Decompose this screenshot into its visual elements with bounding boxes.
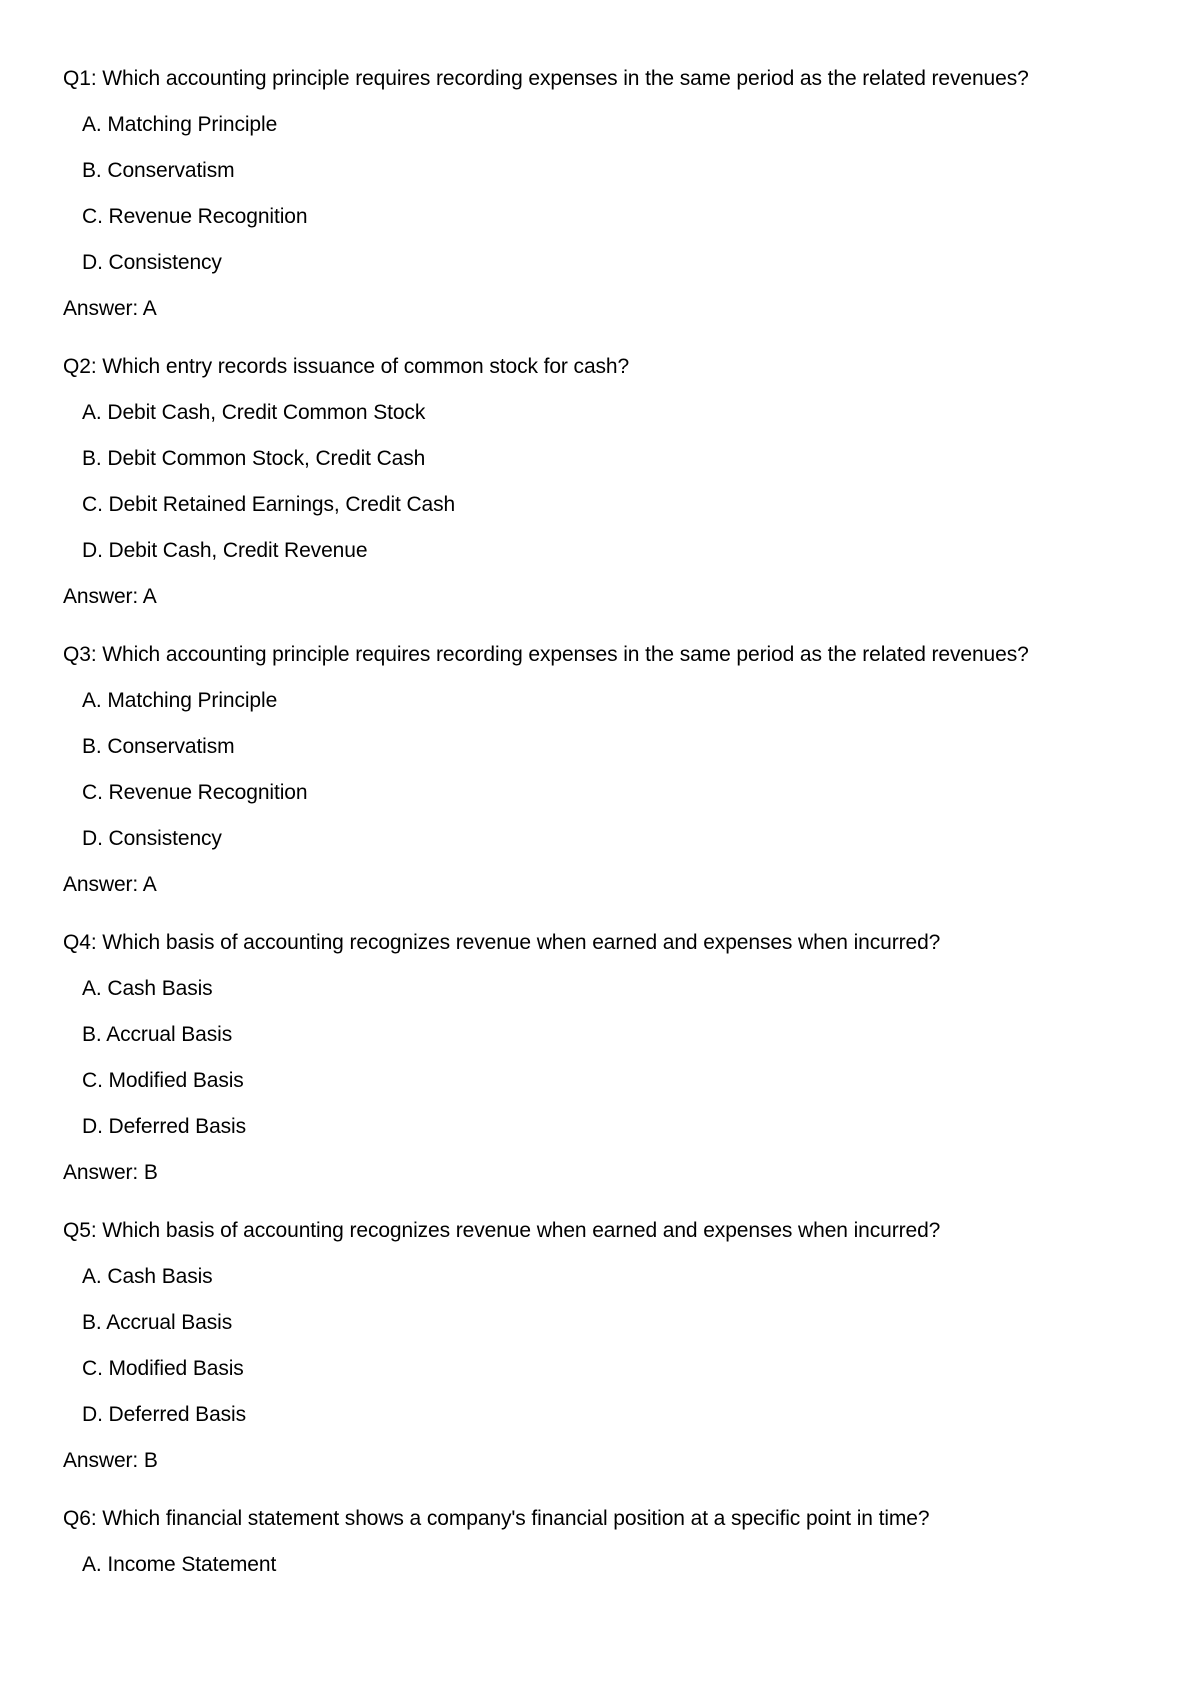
question-2-option-d: D. Debit Cash, Credit Revenue: [82, 539, 368, 562]
question-5-option-a: A. Cash Basis: [82, 1265, 213, 1288]
question-4-option-d: D. Deferred Basis: [82, 1115, 247, 1138]
question-3-answer: Answer: A: [63, 873, 157, 896]
question-5-text: Q5: Which basis of accounting recognizes revenue when earned and expenses when incurred?: [63, 1219, 941, 1242]
question-4-option-a: A. Cash Basis: [82, 977, 213, 1000]
question-3-option-d: D. Consistency: [82, 827, 222, 850]
question-4-text: Q4: Which basis of accounting recognizes revenue when earned and expenses when incurred?: [63, 931, 941, 954]
question-2-answer: Answer: A: [63, 585, 157, 608]
question-3-option-c: C. Revenue Recognition: [82, 781, 308, 804]
question-1-option-d: D. Consistency: [82, 251, 222, 274]
question-6-option-a: A. Income Statement: [82, 1553, 277, 1576]
question-4-answer: Answer: B: [63, 1161, 158, 1184]
question-2-option-a: A. Debit Cash, Credit Common Stock: [82, 401, 426, 424]
question-6-text: Q6: Which financial statement shows a company's financial position at a specific point in time?: [63, 1507, 930, 1530]
question-2-option-b: B. Debit Common Stock, Credit Cash: [82, 447, 426, 470]
question-1-answer: Answer: A: [63, 297, 157, 320]
question-5-option-b: B. Accrual Basis: [82, 1311, 233, 1334]
question-2-text: Q2: Which entry records issuance of common stock for cash?: [63, 355, 630, 378]
question-2-option-c: C. Debit Retained Earnings, Credit Cash: [82, 493, 456, 516]
question-4-option-c: C. Modified Basis: [82, 1069, 244, 1092]
question-5-option-c: C. Modified Basis: [82, 1357, 244, 1380]
question-1-option-a: A. Matching Principle: [82, 113, 278, 136]
question-3-option-b: B. Conservatism: [82, 735, 235, 758]
question-3-option-a: A. Matching Principle: [82, 689, 278, 712]
question-3-text: Q3: Which accounting principle requires recording expenses in the same period as the related revenues?: [63, 643, 1029, 666]
question-1-option-b: B. Conservatism: [82, 159, 235, 182]
question-4-option-b: B. Accrual Basis: [82, 1023, 233, 1046]
question-5-option-d: D. Deferred Basis: [82, 1403, 247, 1426]
question-1-text: Q1: Which accounting principle requires recording expenses in the same period as the related revenues?: [63, 67, 1029, 90]
question-5-answer: Answer: B: [63, 1449, 158, 1472]
question-1-option-c: C. Revenue Recognition: [82, 205, 308, 228]
